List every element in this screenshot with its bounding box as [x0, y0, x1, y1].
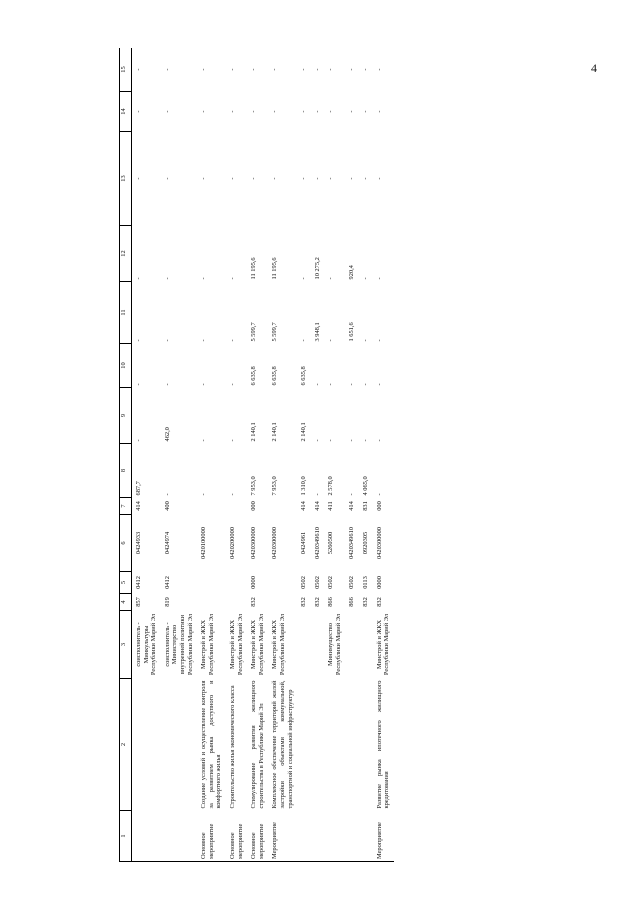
- table-cell: 832: [362, 597, 370, 607]
- table-cell: -: [327, 177, 335, 180]
- table-cell: -: [200, 177, 208, 180]
- table-cell: Мероприятие: [271, 822, 279, 859]
- table-cell: -: [327, 339, 335, 342]
- table-cell: -: [313, 177, 321, 180]
- table-cell: 5 599,7: [271, 322, 279, 342]
- table-cell: -: [163, 110, 171, 113]
- header-row: [120, 48, 132, 862]
- table-cell: 0424961: [300, 531, 308, 555]
- table-cell: соисполнитель - Минкультуры Республики Марий Эл: [135, 613, 158, 676]
- table-cell: Стимулирование развития жилищного строительства в Республике Марий Эл: [250, 680, 265, 809]
- table-cell: -: [348, 493, 356, 496]
- table-cell: Минстрой и ЖКХ Республики Марий Эл: [271, 613, 286, 676]
- table-cell: -: [228, 110, 236, 113]
- table-cell: [345, 811, 359, 862]
- column-header-15: 15: [120, 48, 132, 92]
- table-cell: -: [327, 383, 335, 386]
- table-cell: 0412: [163, 576, 171, 589]
- table-cell: -: [250, 110, 258, 113]
- table-cell: -: [327, 110, 335, 113]
- table-cell: -: [163, 493, 171, 496]
- table-cell: [324, 679, 345, 811]
- table-cell: 1 310,0: [300, 476, 308, 496]
- table-cell: -: [200, 339, 208, 342]
- table-cell: -: [135, 339, 142, 342]
- table-cell: 0502: [300, 576, 308, 589]
- table-cell: 866: [327, 597, 335, 607]
- table-cell: 6 635,8: [300, 366, 308, 386]
- table-cell: -: [135, 439, 142, 442]
- table-cell: 0420100000: [200, 527, 208, 559]
- table-cell: 0502: [313, 576, 321, 589]
- table-cell: Строительство жилья экономического класса: [228, 685, 236, 809]
- table-cell: -: [313, 68, 321, 71]
- table-cell: 0000: [375, 576, 383, 589]
- table-cell: -: [135, 277, 142, 280]
- table-cell: 1 651,6: [348, 322, 356, 342]
- column-header-9: 9: [120, 388, 132, 444]
- table-cell: 11 195,6: [271, 257, 279, 280]
- table-cell: [359, 611, 373, 679]
- table-cell: -: [362, 177, 370, 180]
- table-cell: 819: [163, 597, 171, 607]
- table-cell: -: [228, 439, 236, 442]
- table-cell: 11 195,6: [250, 257, 258, 280]
- table-cell: [132, 811, 161, 862]
- table-cell: -: [163, 68, 171, 71]
- table-cell: 0424974: [163, 531, 171, 555]
- table-cell: 2 140,1: [250, 422, 258, 442]
- table-cell: [359, 811, 373, 862]
- table-cell: 0420300000: [271, 527, 279, 559]
- table-cell: -: [228, 383, 236, 386]
- table-cell: Минстрой и ЖКХ Республики Марий Эл: [228, 613, 244, 676]
- table-cell: -: [327, 439, 335, 442]
- table-cell: -: [228, 68, 236, 71]
- table-cell: -: [200, 110, 208, 113]
- table-cell: -: [300, 177, 308, 180]
- table-cell: 400: [163, 501, 171, 511]
- table-cell: [132, 679, 161, 811]
- table-cell: -: [200, 493, 208, 496]
- table-cell: 3 948,1: [313, 322, 321, 342]
- table-cell: 0420300000: [375, 527, 383, 559]
- table-cell: Мероприятие: [375, 822, 383, 859]
- table-cell: [268, 594, 297, 611]
- table-cell: -: [135, 177, 142, 180]
- table-row: [373, 48, 394, 862]
- table-cell: 0000: [250, 576, 258, 589]
- table-cell: [359, 679, 373, 811]
- column-header-13: 13: [120, 132, 132, 226]
- table-cell: -: [200, 68, 208, 71]
- table-cell: -: [200, 277, 208, 280]
- table-cell: Создание условий и осуществление контроля за развитием рынка доступного и комфортного жилья: [200, 680, 223, 809]
- table-cell: 831: [362, 501, 370, 511]
- column-header-10: 10: [120, 344, 132, 388]
- table-cell: -: [135, 68, 142, 71]
- table-cell: 000: [375, 501, 383, 511]
- table-cell: 0420349610: [313, 527, 321, 559]
- table-cell: -: [362, 439, 370, 442]
- table-cell: -: [375, 110, 383, 113]
- table-cell: [197, 498, 226, 515]
- table-cell: -: [375, 383, 383, 386]
- table-cell: 0113: [362, 576, 370, 589]
- table-cell: [324, 811, 345, 862]
- table-body: [132, 48, 394, 862]
- table-cell: 832: [300, 597, 308, 607]
- table-cell: -: [163, 383, 171, 386]
- table-cell: [226, 594, 247, 611]
- table-cell: [297, 811, 311, 862]
- table-cell: Минимущество Республики Марий Эл: [327, 613, 342, 676]
- column-header-4: 4: [120, 594, 132, 611]
- column-header-11: 11: [120, 282, 132, 344]
- table-cell: 0920305: [362, 531, 370, 555]
- table-cell: соисполнитель - Министерство внутренней политики Республики Марий Эл: [163, 613, 194, 676]
- column-header-6: 6: [120, 515, 132, 572]
- table-cell: -: [300, 277, 308, 280]
- table-cell: -: [348, 383, 356, 386]
- table-cell: -: [327, 68, 335, 71]
- table-cell: -: [362, 277, 370, 280]
- table-cell: -: [348, 110, 356, 113]
- table-row: [247, 48, 268, 862]
- column-header-12: 12: [120, 226, 132, 282]
- table-row: [226, 48, 247, 862]
- table-cell: -: [228, 493, 236, 496]
- table-cell: 2 578,0: [327, 476, 335, 496]
- table-cell: -: [163, 339, 171, 342]
- table-cell: -: [375, 439, 383, 442]
- table-cell: [345, 611, 359, 679]
- table-cell: -: [375, 339, 383, 342]
- table-cell: [161, 679, 197, 811]
- table-cell: -: [348, 177, 356, 180]
- table-cell: -: [362, 339, 370, 342]
- table-cell: Минстрой и ЖКХ Республики Марий Эл: [200, 613, 215, 676]
- table-cell: 832: [250, 597, 258, 607]
- table-cell: -: [375, 277, 383, 280]
- table-cell: -: [300, 68, 308, 71]
- table-cell: [226, 498, 247, 515]
- column-header-7: 7: [120, 498, 132, 515]
- table-cell: -: [348, 439, 356, 442]
- table-cell: -: [375, 68, 383, 71]
- table-cell: -: [348, 68, 356, 71]
- table-cell: 0502: [348, 576, 356, 589]
- table-cell: -: [271, 110, 279, 113]
- table-cell: Основное мероприятие: [200, 823, 215, 859]
- table-cell: 0424933: [135, 531, 142, 555]
- table-cell: -: [313, 110, 321, 113]
- table-cell: -: [271, 177, 279, 180]
- table-cell: -: [271, 68, 279, 71]
- table-cell: [161, 811, 197, 862]
- page-number: 4: [591, 61, 597, 75]
- table-cell: -: [362, 68, 370, 71]
- table-cell: [297, 611, 311, 679]
- table-cell: [197, 572, 226, 594]
- table-cell: 7 953,0: [271, 476, 279, 496]
- table-cell: -: [228, 339, 236, 342]
- table-cell: 6 635,8: [271, 366, 279, 386]
- table-cell: 832: [313, 597, 321, 607]
- table-cell: 832: [375, 597, 383, 607]
- table-cell: 414: [348, 501, 356, 511]
- table-cell: 7 953,0: [250, 476, 258, 496]
- table-cell: 0502: [327, 576, 335, 589]
- table-cell: -: [362, 383, 370, 386]
- table-cell: 866: [348, 597, 356, 607]
- table-cell: [268, 498, 297, 515]
- table-cell: 414: [313, 501, 321, 511]
- table-cell: 2 140,1: [271, 422, 279, 442]
- table-cell: 462,0: [163, 427, 171, 442]
- table-cell: 0420349610: [348, 527, 356, 559]
- table-cell: -: [300, 339, 308, 342]
- table-cell: -: [313, 439, 321, 442]
- table-cell: -: [313, 493, 321, 496]
- table-cell: -: [300, 110, 308, 113]
- table-cell: 414: [135, 501, 142, 511]
- column-header-3: 3: [120, 611, 132, 679]
- table-cell: -: [135, 110, 142, 113]
- table-cell: Комплексное обеспечение территорий жилой застройки объектами коммунальной, транспортной и социальной инфраструктур: [271, 680, 294, 809]
- table-cell: 414: [300, 501, 308, 511]
- table-cell: 687,7: [135, 481, 142, 496]
- table-row: [359, 48, 373, 862]
- table-cell: 2 140,1: [300, 422, 308, 442]
- table-cell: -: [228, 177, 236, 180]
- table-row: [324, 48, 345, 862]
- table-cell: 0412: [135, 576, 142, 589]
- table-cell: -: [250, 177, 258, 180]
- table-cell: -: [163, 277, 171, 280]
- table-cell: 0420300000: [250, 527, 258, 559]
- table-cell: 6 635,8: [250, 366, 258, 386]
- table-cell: 000: [250, 501, 258, 511]
- table-cell: 411: [327, 501, 335, 511]
- rotated-content: [119, 48, 561, 862]
- column-header-8: 8: [120, 444, 132, 498]
- table-row: [132, 48, 161, 862]
- table-cell: -: [362, 110, 370, 113]
- table-cell: [297, 679, 311, 811]
- table-row: [161, 48, 197, 862]
- table-cell: 857: [135, 597, 142, 607]
- table-cell: Основное мероприятие: [228, 823, 244, 859]
- table-row: [345, 48, 359, 862]
- table-cell: -: [327, 277, 335, 280]
- table-cell: [311, 679, 325, 811]
- table-cell: 5260500: [327, 531, 335, 555]
- table-row: [297, 48, 311, 862]
- table-row: [197, 48, 226, 862]
- column-header-1: 1: [120, 811, 132, 862]
- table-cell: Минстрой и ЖКХ Республики Марий Эл: [375, 613, 391, 676]
- table-cell: 5 599,7: [250, 322, 258, 342]
- table-cell: Основное мероприятие: [250, 823, 265, 859]
- table-cell: -: [375, 493, 383, 496]
- table-cell: -: [313, 383, 321, 386]
- program-funding-table: [119, 48, 394, 862]
- table-cell: 4 065,0: [362, 476, 370, 496]
- table-row: [268, 48, 297, 862]
- table-cell: -: [135, 383, 142, 386]
- column-header-2: 2: [120, 679, 132, 811]
- table-cell: 10 275,2: [313, 257, 321, 280]
- table-cell: [226, 572, 247, 594]
- table-row: [311, 48, 325, 862]
- table-cell: [311, 611, 325, 679]
- rotated-table-area: [119, 48, 561, 862]
- table-cell: -: [375, 177, 383, 180]
- table-cell: -: [228, 277, 236, 280]
- table-cell: -: [250, 68, 258, 71]
- table-cell: Минстрой и ЖКХ Республики Марий Эл: [250, 613, 265, 676]
- table-cell: [311, 811, 325, 862]
- table-cell: 0420200000: [228, 527, 236, 559]
- column-header-5: 5: [120, 572, 132, 594]
- table-cell: -: [200, 383, 208, 386]
- table-cell: [268, 572, 297, 594]
- table-cell: 920,4: [348, 265, 356, 280]
- table-cell: [345, 679, 359, 811]
- table-cell: [197, 594, 226, 611]
- table-cell: Развитие рынка ипотечного жилищного кредитования: [375, 680, 391, 809]
- column-header-14: 14: [120, 92, 132, 132]
- table-cell: -: [163, 177, 171, 180]
- table-cell: -: [200, 439, 208, 442]
